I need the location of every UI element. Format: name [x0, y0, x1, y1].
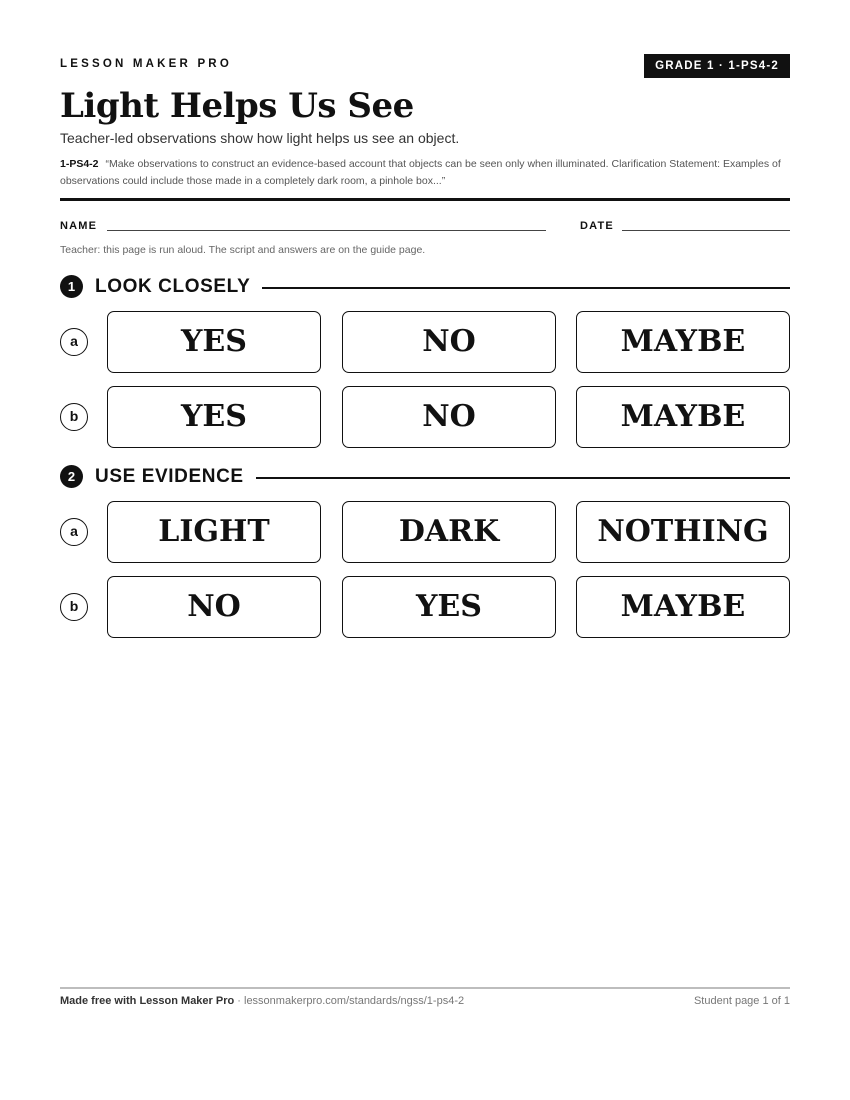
standard-statement [60, 156, 790, 190]
name-field[interactable] [107, 230, 546, 231]
worksheet-page [60, 0, 790, 1100]
page-title: Light Helps Us See [60, 86, 414, 126]
answer-choice-yes[interactable]: YES [107, 311, 321, 373]
question-letter: a [60, 518, 88, 546]
brand-name: LESSON MAKER PRO [60, 58, 232, 70]
question-letter: a [60, 328, 88, 356]
section-title: LOOK CLOSELY [95, 275, 262, 299]
header-divider [60, 198, 790, 201]
answer-choice-light[interactable]: LIGHT [107, 501, 321, 563]
answer-choice-no[interactable]: NO [342, 311, 556, 373]
footer-divider [60, 987, 790, 989]
standard-text: “Make observations to construct an evidence-based account that objects can be seen only when illuminated. Clarification Statement: Examples of observations could include those made in a completely dark room, a pinhole box...” [60, 158, 781, 187]
section-number: 2 [60, 465, 83, 488]
date-field[interactable] [622, 230, 790, 231]
footer-credit [60, 995, 464, 1007]
section-number: 1 [60, 275, 83, 298]
standard-code: 1-PS4-2 [60, 158, 99, 170]
page-indicator: Student page 1 of 1 [693, 995, 790, 1007]
section-rule [256, 477, 790, 479]
made-with-text: Made free with Lesson Maker Pro [60, 995, 235, 1007]
answer-choice-maybe[interactable]: MAYBE [576, 576, 790, 638]
answer-choice-yes[interactable]: YES [107, 386, 321, 448]
section-use-evidence [60, 465, 790, 489]
question-row-1a [60, 311, 790, 373]
answer-choice-maybe[interactable]: MAYBE [576, 386, 790, 448]
date-label: DATE [580, 220, 614, 232]
name-label: NAME [60, 220, 98, 232]
section-title: USE EVIDENCE [95, 465, 256, 489]
answer-choice-maybe[interactable]: MAYBE [576, 311, 790, 373]
question-letter: b [60, 593, 88, 621]
question-letter: b [60, 403, 88, 431]
answer-choice-dark[interactable]: DARK [342, 501, 556, 563]
name-date-row [60, 220, 790, 234]
question-row-2b [60, 576, 790, 638]
footer-url[interactable]: · lessonmakerpro.com/standards/ngss/1-ps4-2 [234, 995, 465, 1007]
question-row-1b [60, 386, 790, 448]
question-row-2a [60, 501, 790, 563]
answer-choice-nothing[interactable]: NOTHING [576, 501, 790, 563]
page-subtitle: Teacher-led observations show how light helps us see an object. [60, 130, 460, 146]
section-look-closely [60, 275, 790, 299]
answer-choice-no[interactable]: NO [107, 576, 321, 638]
teacher-note: Teacher: this page is run aloud. The script and answers are on the guide page. [60, 244, 426, 256]
section-rule [262, 287, 790, 289]
answer-choice-yes[interactable]: YES [342, 576, 556, 638]
answer-choice-no[interactable]: NO [342, 386, 556, 448]
grade-badge: GRADE 1 · 1-PS4-2 [644, 54, 790, 78]
